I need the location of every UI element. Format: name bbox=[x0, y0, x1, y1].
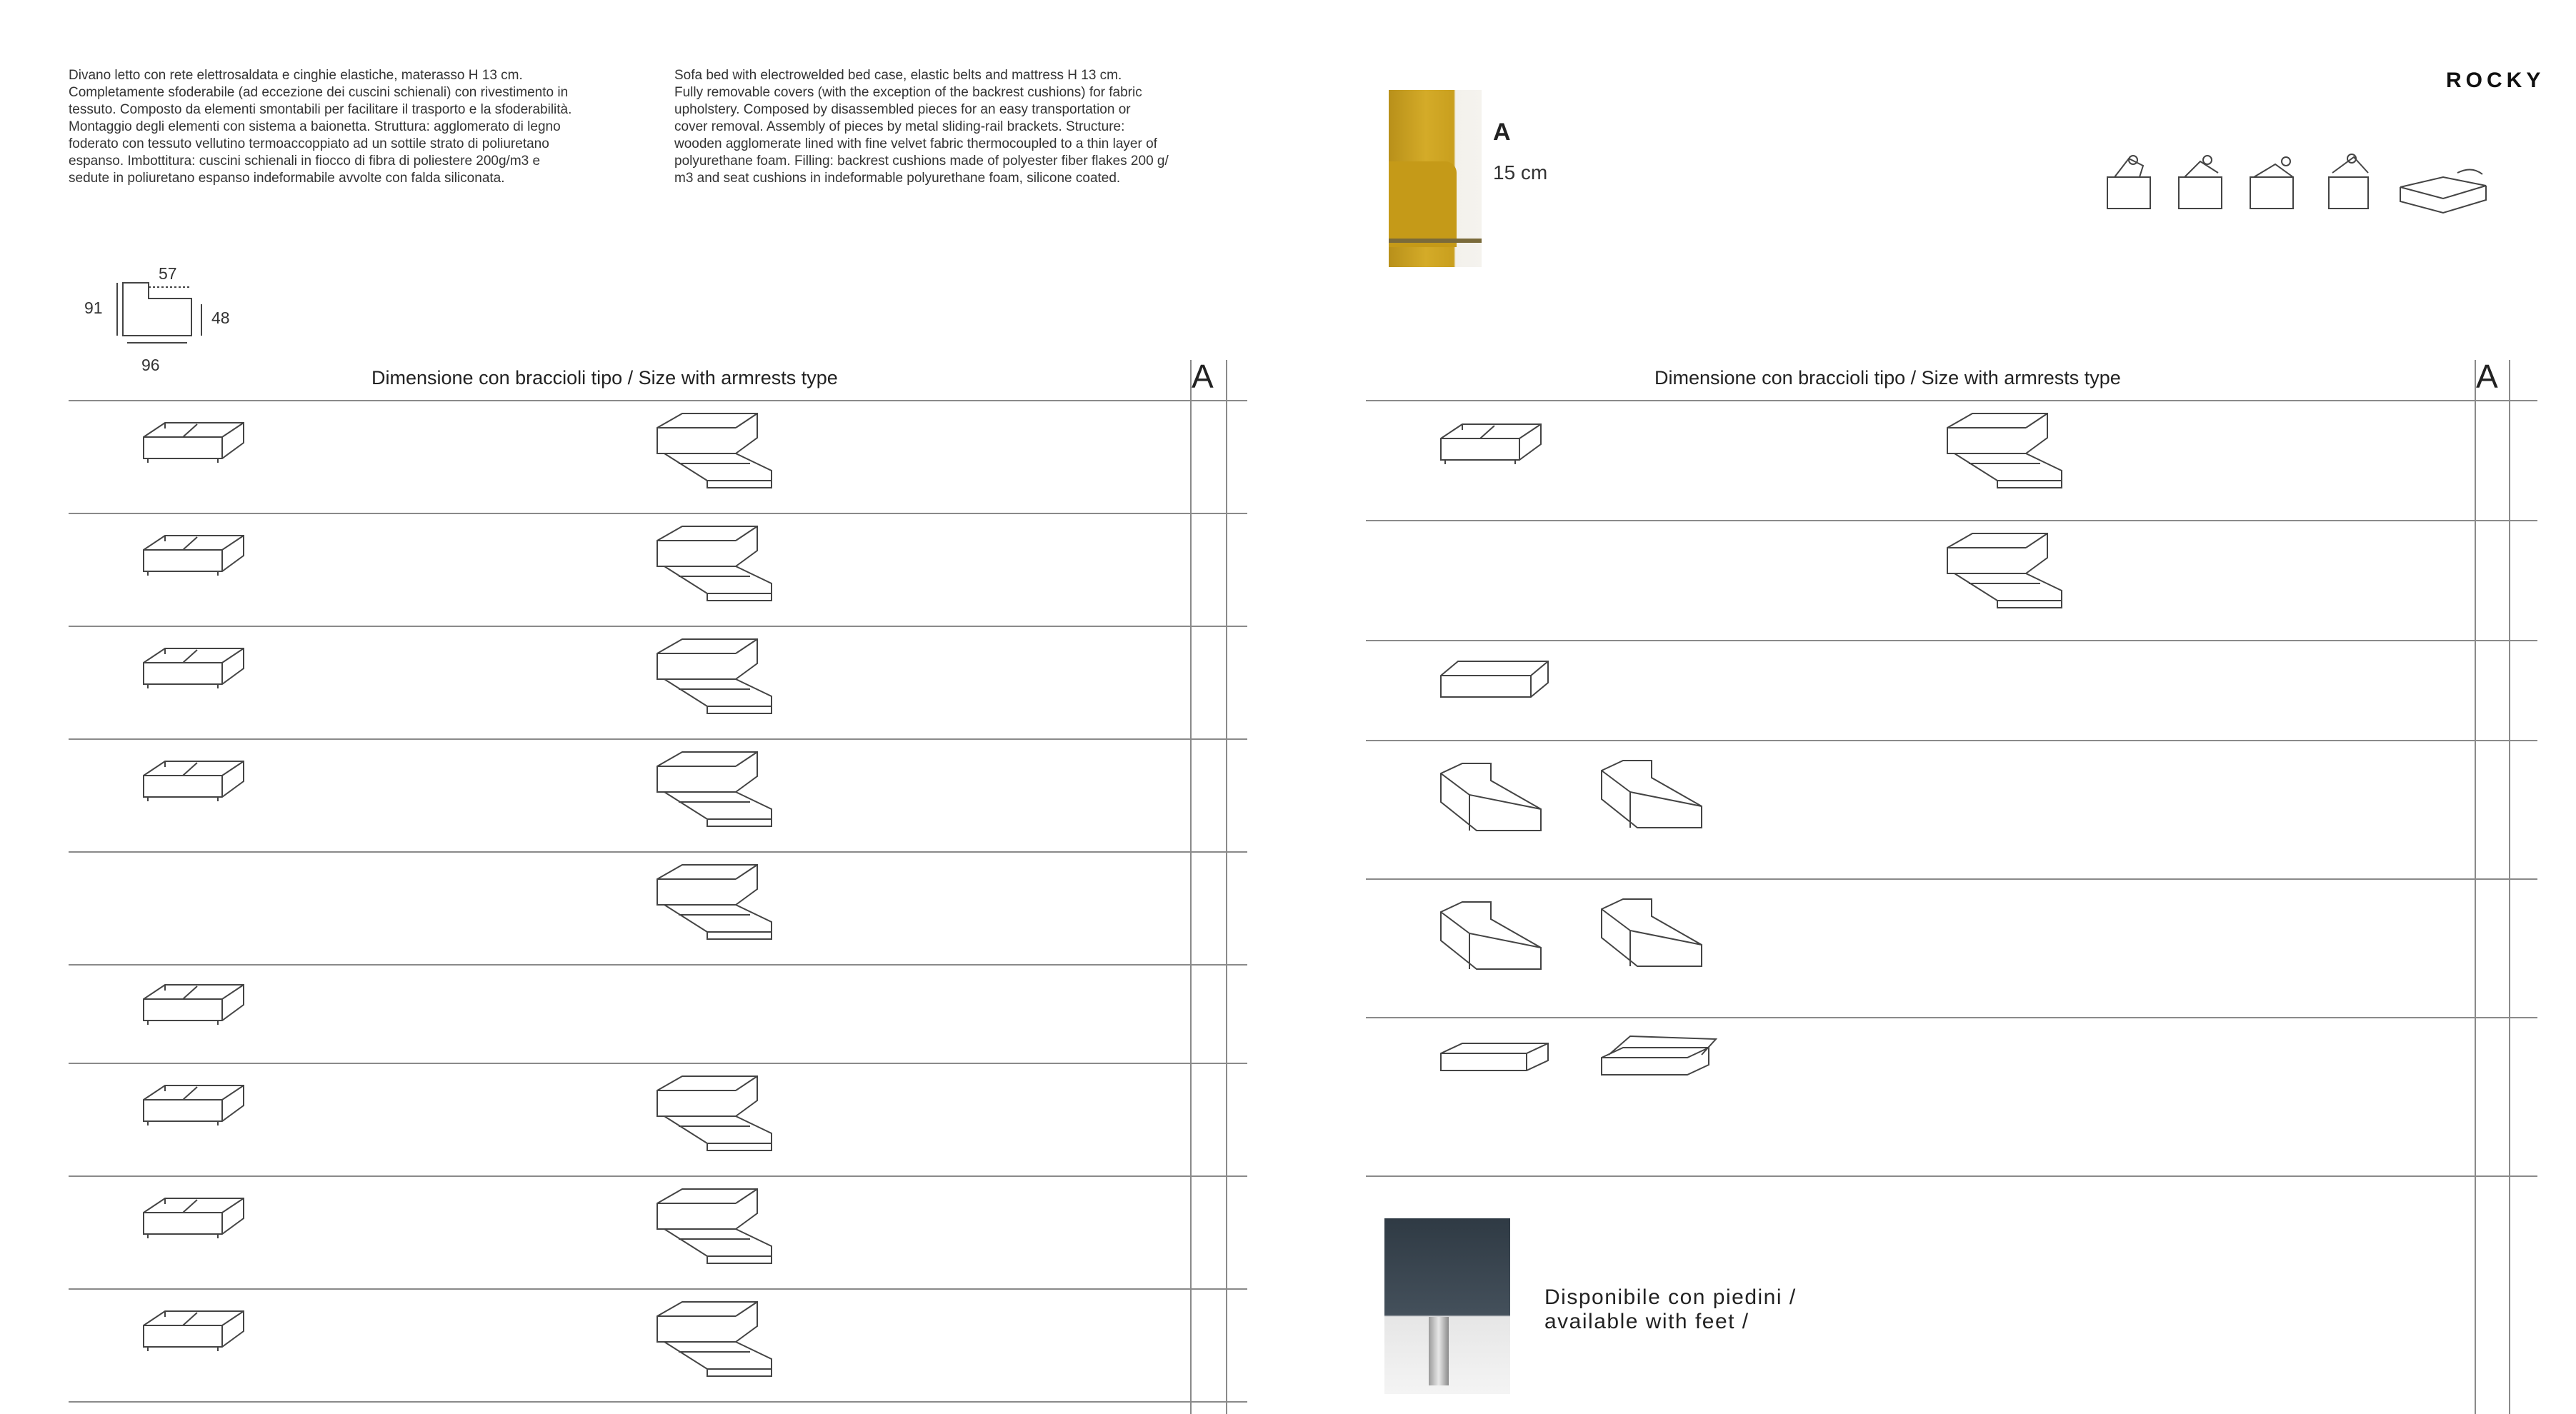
row-divider bbox=[69, 513, 1247, 514]
row-divider bbox=[1366, 878, 2537, 880]
row-divider bbox=[69, 626, 1247, 627]
sofa-bed-drawing bbox=[643, 1298, 786, 1376]
sofa-bed-drawing bbox=[1933, 409, 2076, 488]
sofa-fixed-drawing bbox=[136, 754, 258, 811]
profile-height: 91 bbox=[84, 299, 103, 317]
right-column-header-a: A bbox=[2476, 358, 2498, 395]
sofa-bed-drawing bbox=[1933, 529, 2076, 608]
left-table-title: Dimensione con braccioli tipo / Size with armrests type bbox=[371, 367, 838, 388]
profile-seat-height: 48 bbox=[211, 309, 230, 327]
row-divider bbox=[1366, 520, 2537, 521]
price-column-rule bbox=[2509, 360, 2510, 1414]
sofa-fixed-drawing bbox=[136, 1191, 258, 1248]
price-column-rule bbox=[2475, 360, 2476, 1414]
option-size: 15 cm bbox=[1493, 161, 1548, 184]
sofa-fixed-drawing bbox=[136, 641, 258, 698]
sofa-fixed-drawing bbox=[1434, 417, 1555, 474]
sofa-fixed-drawing bbox=[1434, 654, 1555, 711]
sofa-fixed-drawing bbox=[136, 1078, 258, 1135]
price-column-rule bbox=[1226, 360, 1227, 1414]
row-divider bbox=[1366, 740, 2537, 741]
row-divider bbox=[1366, 1017, 2537, 1018]
sofa-bed-drawing bbox=[643, 522, 786, 601]
sofa-fixed-drawing bbox=[1434, 898, 1562, 955]
sofa-bed-drawing bbox=[643, 1072, 786, 1150]
sofa-storage-drawing bbox=[1594, 1036, 1723, 1093]
sofa-storage-drawing bbox=[1594, 895, 1723, 952]
profile-depth-top: 57 bbox=[159, 264, 177, 283]
feet-availability-text: Disponibile con piedini / available with feet / bbox=[1544, 1285, 1797, 1333]
option-letter: A bbox=[1493, 119, 1511, 146]
sofa-bed-drawing bbox=[643, 409, 786, 488]
sofa-bed-drawing bbox=[643, 748, 786, 826]
sofa-fixed-drawing bbox=[1434, 759, 1562, 816]
sofa-fixed-drawing bbox=[136, 528, 258, 586]
row-divider bbox=[69, 1288, 1247, 1290]
row-divider bbox=[69, 1401, 1247, 1403]
row-divider bbox=[69, 1063, 1247, 1064]
feet-photo bbox=[1384, 1218, 1510, 1394]
price-column-rule bbox=[1190, 360, 1192, 1414]
fabric-swatch-photo bbox=[1389, 90, 1482, 267]
sofa-fixed-drawing bbox=[136, 978, 258, 1035]
row-divider bbox=[1366, 1175, 2537, 1177]
sofa-bed-drawing bbox=[643, 635, 786, 713]
row-divider bbox=[69, 1175, 1247, 1177]
metal-foot-icon bbox=[1429, 1317, 1449, 1385]
brand-name: ROCKY bbox=[2446, 69, 2545, 92]
row-divider bbox=[69, 964, 1247, 966]
sofa-fixed-drawing bbox=[1434, 1039, 1555, 1096]
side-profile-drawing bbox=[107, 280, 207, 351]
sofa-storage-drawing bbox=[1594, 756, 1723, 813]
right-table-title: Dimensione con braccioli tipo / Size with armrests type bbox=[1654, 367, 2121, 388]
left-column-header-a: A bbox=[1192, 358, 1214, 395]
description-italian: Divano letto con rete elettrosaldata e cinghie elastiche, materasso H 13 cm. Completamente sfoderabile (ad eccezione dei cuscini schienali) con rivestimento in tessuto. Composto da elementi smontabili per facilitare il trasporto e la sfoderabilità. Montaggio degli elementi con sistema a baionetta. Struttura: agglomerato di legno foderato con tessuto vellutino termoaccoppiato ad un sottile strato di poliuretano espanso. Imbottitura: cuscini schienali in fiocco di fibra di poliestere 200g/m3 e sedute in poliuretano espanso indeformabile avvolte con falda siliconata. bbox=[69, 68, 572, 186]
sofa-fixed-drawing bbox=[136, 1304, 258, 1361]
assembly-instructions-icon bbox=[2100, 151, 2500, 216]
sofa-bed-drawing bbox=[643, 861, 786, 939]
description-english: Sofa bed with electrowelded bed case, elastic belts and mattress H 13 cm. Fully removable covers (with the exception of the backrest cushions) for fabric upholstery. Composed by disassembled pieces for an easy transportation or cover removal. Assembly of pieces by metal sliding-rail brackets. Structure: wooden agglomerate lined with fine velvet fabric thermocoupled to a thin layer of polyurethane foam. Filling: backrest cushions made of polyester fiber flakes 200 g/ m3 and seat cushions in indeformable polyurethane foam, silicone coated. bbox=[674, 68, 1169, 186]
table-top-rule bbox=[69, 400, 1247, 401]
sofa-bed-drawing bbox=[643, 1185, 786, 1263]
profile-depth: 96 bbox=[141, 356, 160, 374]
table-top-rule bbox=[1366, 400, 2537, 401]
row-divider bbox=[69, 738, 1247, 740]
row-divider bbox=[69, 851, 1247, 853]
sofa-fixed-drawing bbox=[136, 416, 258, 473]
row-divider bbox=[1366, 640, 2537, 641]
